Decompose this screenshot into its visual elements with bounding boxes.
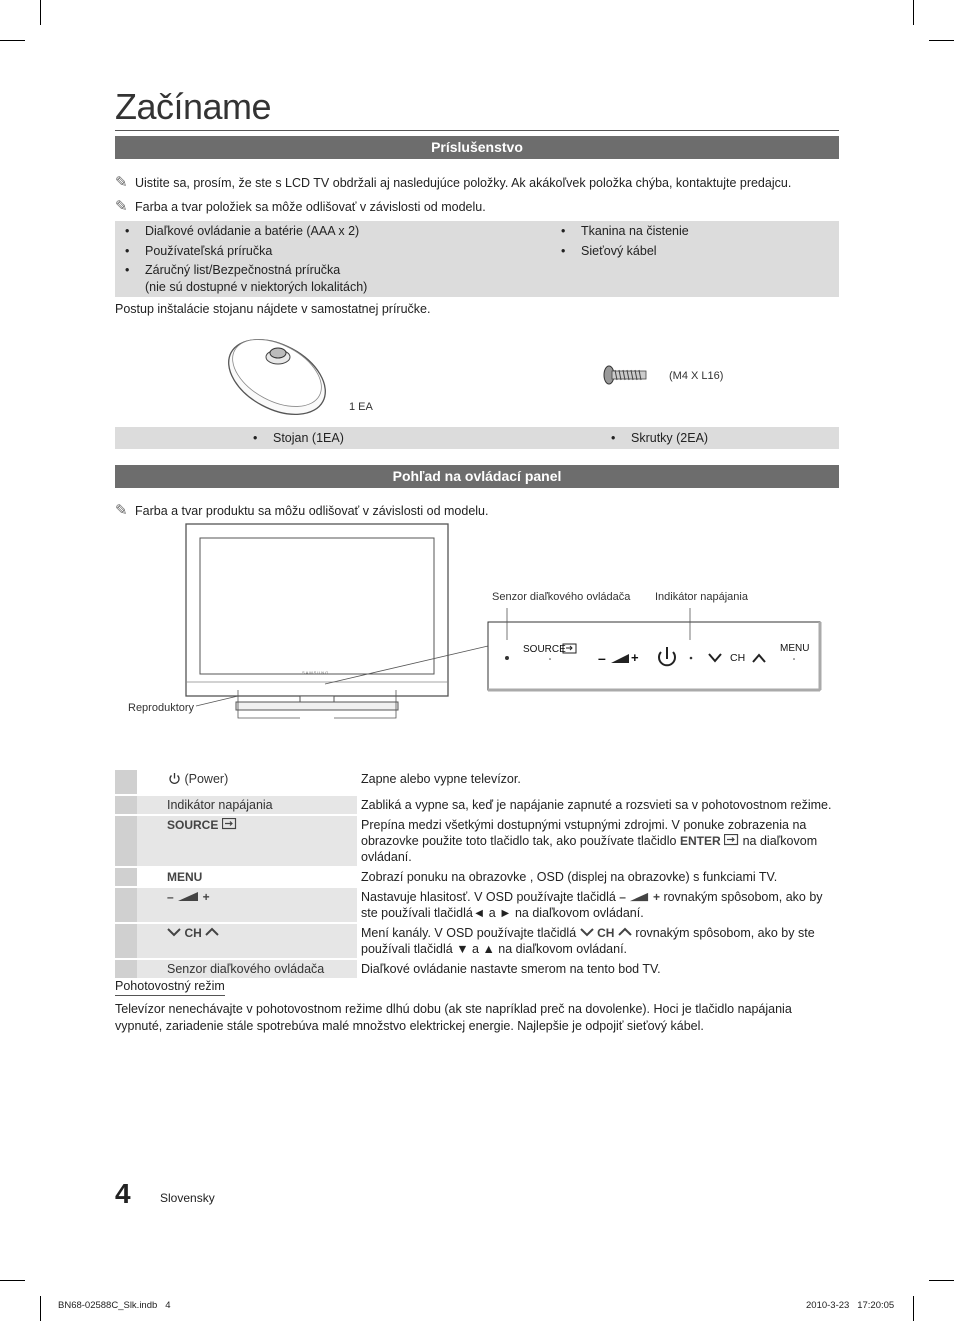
page-title: Začíname bbox=[115, 86, 272, 127]
control-desc-power-indicator: Zabliká a vypne sa, keď je napájanie zapnuté a rozsvieti sa v pohotovostnom režime. bbox=[361, 798, 832, 812]
list-item: • Používateľská príručka bbox=[145, 244, 272, 258]
stand-note: Postup inštalácie stojanu nájdete v samostatnej príručke. bbox=[115, 302, 431, 316]
crop-mark bbox=[929, 40, 954, 41]
accessory-list-box bbox=[115, 221, 839, 297]
panel-source-label: SOURCE bbox=[523, 644, 566, 655]
standby-heading: Pohotovostný režim bbox=[115, 979, 225, 996]
chevron-down-icon bbox=[167, 927, 181, 937]
section-heading-control-panel: Pohľad na ovládací panel bbox=[115, 465, 839, 488]
table-row bbox=[115, 888, 839, 922]
volume-plus-label: + bbox=[202, 890, 210, 904]
table-row bbox=[115, 924, 839, 958]
footer-date: 2010-3-23 17:20:05 bbox=[806, 1300, 895, 1311]
crop-mark bbox=[929, 1280, 954, 1281]
control-desc-volume: Nastavuje hlasitosť. V OSD používajte tlačidlá – + rovnakým spôsobom, ako by ste používali tlačidlá◄ a ► na diaľkovom ovládaní. bbox=[361, 890, 823, 920]
chevron-up-icon bbox=[618, 927, 632, 937]
control-label-remote-sensor: Senzor diaľkového ovládača bbox=[137, 960, 357, 978]
panel-ch-label: CH bbox=[730, 652, 746, 664]
tv-brand-logo: SAMSUNG bbox=[302, 670, 330, 675]
control-desc-remote-sensor: Diaľkové ovládanie nastavte smerom na tento bod TV. bbox=[361, 962, 661, 976]
volume-minus-label: – bbox=[167, 890, 174, 904]
footer-file: BN68-02588C_Slk.indb 4 bbox=[58, 1300, 171, 1311]
page-language: Slovensky bbox=[160, 1191, 215, 1205]
crop-mark bbox=[913, 0, 914, 25]
standby-text: Televízor nenechávajte v pohotovostnom režime dlhú dobu (ak ste napríklad preč na dovolenke). Hoci je tlačidlo napájania vypnuté, zariadenie stále spotrebúva malé množstvo elektrickej energie. Najlepšie je odpojiť sieťový kábel. bbox=[115, 1002, 792, 1033]
control-desc-menu: Zobrazí ponuku na obrazovke , OSD (displej na obrazovke) s funkciami TV. bbox=[361, 870, 778, 884]
control-label-power-indicator: Indikátor napájania bbox=[137, 796, 357, 814]
enter-icon bbox=[222, 818, 237, 830]
chevron-up-icon bbox=[205, 927, 219, 937]
list-item: • Stojan (1EA) bbox=[273, 431, 344, 445]
screw-size: (M4 X L16) bbox=[669, 370, 724, 382]
pencil-note-icon: ✎ bbox=[115, 174, 128, 191]
crop-mark bbox=[40, 1296, 41, 1321]
volume-icon bbox=[177, 891, 199, 902]
enter-icon bbox=[724, 834, 739, 846]
chevron-down-icon bbox=[580, 927, 594, 937]
list-item: • Sieťový kábel bbox=[581, 244, 657, 258]
crop-mark bbox=[0, 1280, 25, 1281]
note-accessories-2: ✎ Farba a tvar položiek sa môže odlišovať v závislosti od modelu. bbox=[115, 198, 486, 215]
crop-mark bbox=[40, 0, 41, 25]
panel-volume-minus: – bbox=[598, 650, 606, 666]
note-accessories-1: ✎ Uistite sa, prosím, že ste s LCD TV obdržali aj nasledujúce položky. Ak akákoľvek položka chýba, kontaktujte predajcu. bbox=[115, 174, 792, 191]
control-label-ch: CH bbox=[184, 926, 202, 940]
list-item: • Záručný list/Bezpečnostná príručka bbox=[145, 263, 340, 277]
screw-illustration bbox=[602, 364, 650, 386]
callout-remote-sensor: Senzor diaľkového ovládača bbox=[492, 591, 631, 603]
note-control-panel: ✎ Farba a tvar produktu sa môžu odlišovať v závislosti od modelu. bbox=[115, 502, 489, 519]
table-row bbox=[115, 868, 839, 886]
power-icon bbox=[168, 772, 181, 785]
list-item: • Diaľkové ovládanie a batérie (AAA x 2) bbox=[145, 224, 359, 238]
tv-illustration bbox=[120, 520, 840, 720]
page-number: 4 bbox=[115, 1178, 131, 1209]
stand-quantity: 1 EA bbox=[349, 401, 373, 413]
table-row bbox=[115, 816, 839, 866]
pencil-note-icon: ✎ bbox=[115, 198, 128, 215]
crop-mark bbox=[913, 1296, 914, 1321]
control-label-source: SOURCE bbox=[167, 818, 219, 832]
list-item: • Tkanina na čistenie bbox=[581, 224, 689, 238]
crop-mark bbox=[0, 40, 25, 41]
volume-icon bbox=[629, 892, 649, 902]
section-heading-accessories: Príslušenstvo bbox=[115, 136, 839, 159]
callout-power-indicator: Indikátor napájania bbox=[655, 591, 748, 603]
table-row bbox=[115, 960, 839, 978]
pencil-note-icon: ✎ bbox=[115, 502, 128, 519]
stand-screw-box bbox=[115, 427, 839, 449]
control-label-menu: MENU bbox=[167, 870, 203, 884]
control-label-power: (Power) bbox=[184, 772, 229, 786]
table-row bbox=[115, 770, 839, 794]
control-desc-power: Zapne alebo vypne televízor. bbox=[361, 772, 521, 786]
callout-speakers: Reproduktory bbox=[128, 702, 195, 714]
stand-illustration bbox=[220, 335, 335, 417]
panel-volume-plus: + bbox=[631, 650, 639, 665]
panel-menu-label: MENU bbox=[780, 643, 810, 654]
list-item: • Skrutky (2EA) bbox=[631, 431, 708, 445]
control-desc-ch: Mení kanály. V OSD používajte tlačidlá CH rovnakým spôsobom, ako by ste používali tlačidlá ▼ a ▲ na diaľkovom ovládaní. bbox=[361, 926, 815, 956]
control-desc-source: Prepína medzi všetkými dostupnými vstupnými zdrojmi. V ponuke zobrazenia na obrazovke použite toto tlačidlo tak, ako používate tlačidlo ENTER na diaľkovom ovládaní. bbox=[361, 818, 818, 864]
controls-table bbox=[115, 768, 839, 980]
title-rule bbox=[115, 130, 839, 131]
list-item-subtext: (nie sú dostupné v niektorých lokalitách) bbox=[145, 280, 368, 294]
table-row bbox=[115, 796, 839, 814]
